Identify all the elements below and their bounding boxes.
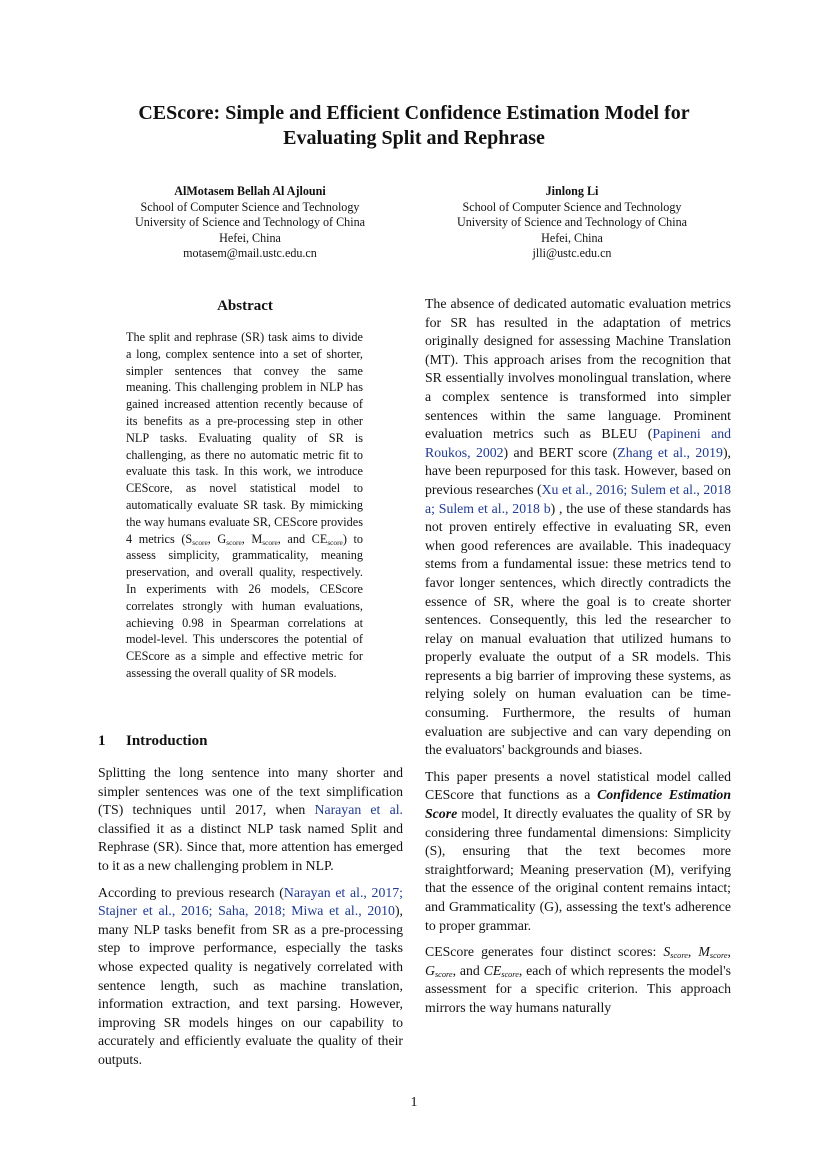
author-city: Hefei, China: [219, 230, 281, 245]
subscript: score: [434, 969, 453, 979]
math-var: G: [425, 962, 435, 978]
text: model, It directly evaluates the quality of SR by considering three fundamental dimensions: Simplicity (S), ensuring that the text becomes more straightforward; Meaning preservation (M), verifying that the essence of the original content remains intact; and Grammaticality (G), assessing the text's adherence to proper grammar.: [425, 806, 731, 933]
page-number: 1: [410, 1095, 418, 1110]
left-column: [98, 764, 403, 1078]
author-email: motasem@mail.ustc.edu.cn: [183, 246, 317, 261]
citation-link[interactable]: Papineni and Roukos, 2002: [425, 426, 731, 460]
subscript: score: [192, 537, 208, 547]
text: , and: [452, 962, 484, 978]
author-university: University of Science and Technology of China: [457, 215, 687, 230]
text: ), have been repurposed for this task. However, based on previous researches (: [425, 444, 731, 497]
paragraph: [98, 884, 403, 1070]
subscript: score: [327, 537, 343, 547]
text: classified it as a distinct NLP task named Split and Rephrase (SR). Since that, more attention has emerged to it as a new challenging problem in NLP.: [98, 820, 403, 873]
abstract-text: , M: [241, 531, 263, 546]
citation-link[interactable]: Xu et al., 2016; Sulem et al., 2018 a; Sulem et al., 2018 b: [425, 481, 731, 516]
citation-link[interactable]: Narayan et al., 2017; Stajner et al., 2016; Saha, 2018; Miwa et al., 2010: [98, 884, 403, 919]
emphasis: Confidence Estimation Score: [425, 787, 731, 822]
subscript: score: [262, 537, 278, 547]
text: ,: [727, 944, 731, 960]
title-line-2: Evaluating Split and Rephrase: [283, 127, 545, 149]
math-var: CE: [483, 962, 502, 978]
section-number: 1: [98, 733, 106, 749]
math-var: M: [698, 944, 710, 960]
text: CEScore generates four distinct scores:: [425, 944, 664, 960]
citation-link[interactable]: Narayan et al.: [314, 802, 403, 818]
paragraph: [425, 768, 731, 935]
paper-title: [60, 101, 768, 151]
text: According to previous research (: [98, 884, 284, 900]
paragraph: [425, 295, 731, 760]
math-var: S: [663, 944, 671, 960]
author-department: School of Computer Science and Technology: [462, 199, 682, 214]
author-email: jlli@ustc.edu.cn: [532, 246, 612, 261]
author-block-2: [432, 184, 712, 262]
text: ), many NLP tasks benefit from SR as a pre-processing step to improve performance, especially the tasks whose expected quality is negatively correlated with sentence length, such as machine translation, information extraction, and text parsing. However, improving SR models hinges on our capability to accurately and efficiently evaluate the quality of their outputs.: [98, 903, 403, 1067]
subscript: score: [709, 951, 728, 961]
text: , each of which represents the model's assessment for a specific criterion. This approach mirrors the way humans naturally: [425, 962, 731, 1015]
abstract-text: The split and rephrase (SR) task aims to divide a long, complex sentence into a set of shorter, simpler sentences that convey the same meaning. This challenging problem in NLP has gained increased attention recently because of its benefits as a pre-processing step in other NLP tasks. Evaluating quality of SR is challenging, as there no automatic metric fit to evaluate this task. In this work, we introduce CEScore, as novel statistical model to automatically evaluate SR task. By mimicking the way humans evaluate SR, CEScore provides 4 metrics (S: [126, 330, 363, 546]
abstract-body: [126, 329, 363, 682]
title-line-1: CEScore: Simple and Efficient Confidence Estimation Model for: [138, 102, 690, 124]
text: The absence of dedicated automatic evaluation metrics for SR has resulted in the adaptation of metrics originally designed for assessing Machine Translation (MT). This approach arises from the recognition that SR essentially involves monolingual translation, where a complex sentence is transformed into simpler sentences within the same language. Prominent evaluation metrics such as BLEU (: [425, 296, 731, 442]
author-city: Hefei, China: [541, 230, 603, 245]
author-block-1: [110, 184, 390, 262]
paragraph: [425, 943, 731, 1017]
subscript: score: [670, 951, 688, 961]
section-title: Introduction: [126, 733, 208, 749]
citation-link[interactable]: Zhang et al., 2019: [617, 444, 723, 460]
text: This paper presents a novel statistical model called CEScore that functions as a: [425, 768, 731, 803]
subscript: score: [226, 537, 242, 547]
abstract-heading: Abstract: [217, 298, 273, 314]
author-name: Jinlong Li: [545, 184, 599, 198]
subscript: score: [501, 969, 519, 979]
text: ) and BERT score (: [503, 444, 618, 460]
section-heading-introduction: [98, 732, 207, 750]
abstract-text: , G: [207, 531, 227, 546]
author-name: AlMotasem Bellah Al Ajlouni: [174, 184, 326, 198]
abstract-text: ) to assess simplicity, grammaticality, meaning preservation, and overall quality, respectively. In experiments with 26 models, CEScore correlates strongly with human evaluations, achieving 0.98 in Spearman correlations at model-level. This underscores the potential of CEScore as a simple and effective metric for assessing the overall quality of SR models.: [126, 531, 363, 680]
author-university: University of Science and Technology of China: [135, 215, 365, 230]
text: Splitting the long sentence into many shorter and simpler sentences was one of the text simplification (TS) techniques until 2017, when: [98, 765, 403, 818]
abstract-text: , and CE: [277, 531, 328, 546]
right-column: [425, 295, 731, 1026]
paragraph: [98, 764, 403, 876]
author-department: School of Computer Science and Technology: [140, 199, 360, 214]
text: ) , the use of these standards has not proven entirely effective in evaluating SR, even when good references are available. This inadequacy stems from a fundamental issue: these metrics tend to favor longer sentences, which directly contradicts the essence of SR, where the goal is to create shorter sentences. Consequently, this led the researcher to relay on manual evaluation that utilized humans to properly evaluate the output of a SR models. This represents a big barrier of improving these systems, as relying solely on human evaluation can be time-consuming. Furthermore, the results of human evaluation are subjective and can vary depending on the evaluators' backgrounds and biases.: [425, 500, 731, 758]
text: ,: [687, 944, 699, 960]
